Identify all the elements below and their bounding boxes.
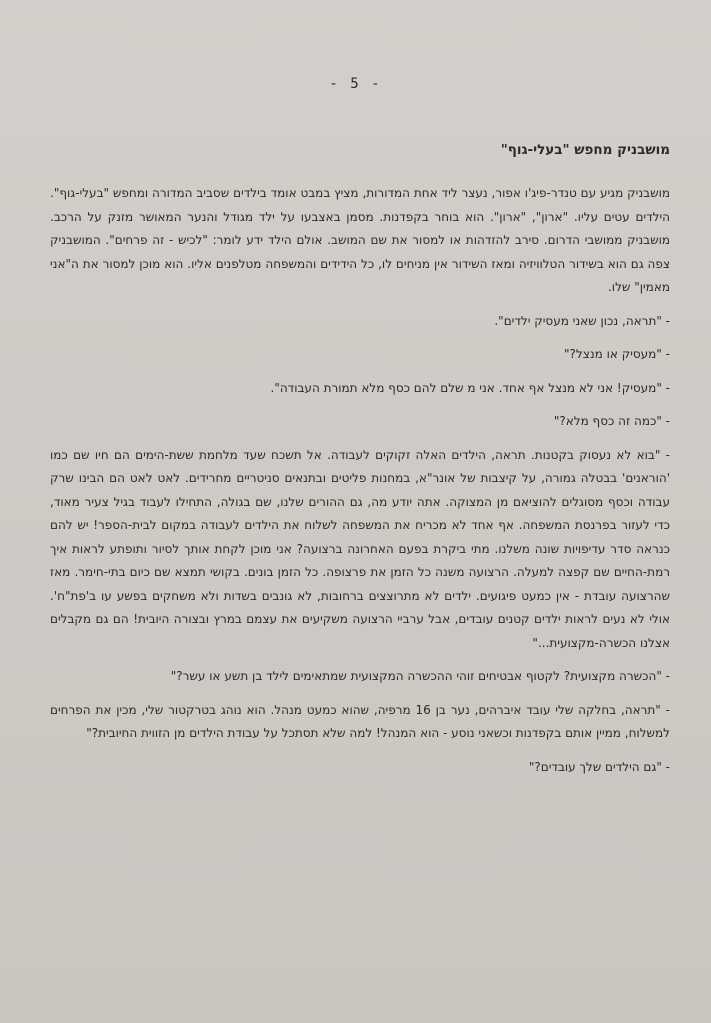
article-title: מושבניק מחפש "בעלי-גוף" (500, 142, 670, 158)
article-body (50, 140, 670, 789)
paragraph-dialogue-2: - "מעסיק או מנצל?" (563, 347, 670, 361)
paragraph-intro: מושבניק מגיע עם טנדר-פיג'ו אפור, נעצר ליד אחת המדורות, מציץ במבט אומד בילדים שסביב המדורה ומחפש "בעלי-גוף". הילדים עטים עליו. "ארון", "ארון". הוא בוחר בקפדנות. מסמן באצבעו על ילד מגודל והנער המאושר מזנק על הרכב. מושבניק ממושבי הדרום. סירב להזדהות או למסור את שם המושב. אולם הילד ידע לומר: "לכיש - זה פרחים". המושבניק צפה גם הוא בשידור הטלוויזיה ומאז השידור אין מניחים לו, כל הידידים והמשפחה מטלפנים אליו. הוא מוכן למסור את ה"אני מאמין" שלו. (50, 186, 670, 294)
paragraph-dialogue-1: - "תראה, נכון שאני מעסיק ילדים". (494, 313, 670, 328)
paragraph-dialogue-4: - "כמה זה כסף מלא?" (553, 414, 670, 428)
paragraph-dialogue-5: - "בוא לא נעסוק בקטנות. תראה, הילדים האלה זקוקים לעבודה. אל תשכח שעד מלחמת ששת-הימים הם חיו שם כמו 'הוראנים' בבטלה גמורה, על קיצבות של אונר"א, במחנות פליטים ובתנאים סניטריים מחרידים. לאט לאט הם הבינו שרק עבודה וכסף מסוגלים להוציאם מן המצוקה. אתה יודע מה, גם ההורים שלנו, שם בגולה, התחילו לעבוד בגיל צעיר מאוד, כדי לעזור בפרנסת המשפחה. אף אחד לא מכריח את המשפחה לשלוח את הילדים לעבודה במקום לבית-הספר! יש להם כנראה סדר עדיפויות שונה משלנו. מתי ביקרת בפעם האחרונה ברצועה? אני מוכן לקחת אותך לסיור ותופתע לראות איך רמת-החיים שם קפצה למעלה. הרצועה משנה כל הזמן את פרצופה. כל הזמן בונים. בקושי תמצא שם כיום בתי-חימר. מאז שהרצועה עובדת - אין כמעט פיגועים. ילדים לא מתרוצצים ברחובות, לא גונבים בשדות ולא משחקים בפשע עו ב'פת"ח'. אולי לא נעים לראות ילדים קטנים עובדים, אבל ערביי הרצועה משקיעים את עצמם במרץ ובצורה היובית! הם גם מקבלים אצלנו הכשרה-מקצועית..." (50, 447, 670, 650)
paragraph-dialogue-6: - "הכשרה מקצועית? לקטוף אבטיחים זוהי ההכשרה המקצועית שמתאימים לילד בן תשע או עשר?" (170, 669, 670, 683)
paragraph-dialogue-8: - "גם הילדים שלך עובדים?" (528, 759, 670, 774)
page-number: - 5 - (329, 76, 382, 92)
paragraph-dialogue-7: - "תראה, בחלקה שלי עובד איברהים, נער בן 16 מרפיה, שהוא כמעט מנהל. הוא נוהג בטרקטור שלי, מכין את הפרחים למשלוח, ממיין אותם בקפדנות וכשאני נוסע - הוא המנהל! למה שלא תסתכל על עבודת הילדים מן הזווית החיובית?" (50, 702, 670, 740)
paragraph-dialogue-3: - "מעסיק! אני לא מנצל אף אחד. אני מ שלם להם כסף מלא תמורת העבודה". (270, 380, 670, 395)
